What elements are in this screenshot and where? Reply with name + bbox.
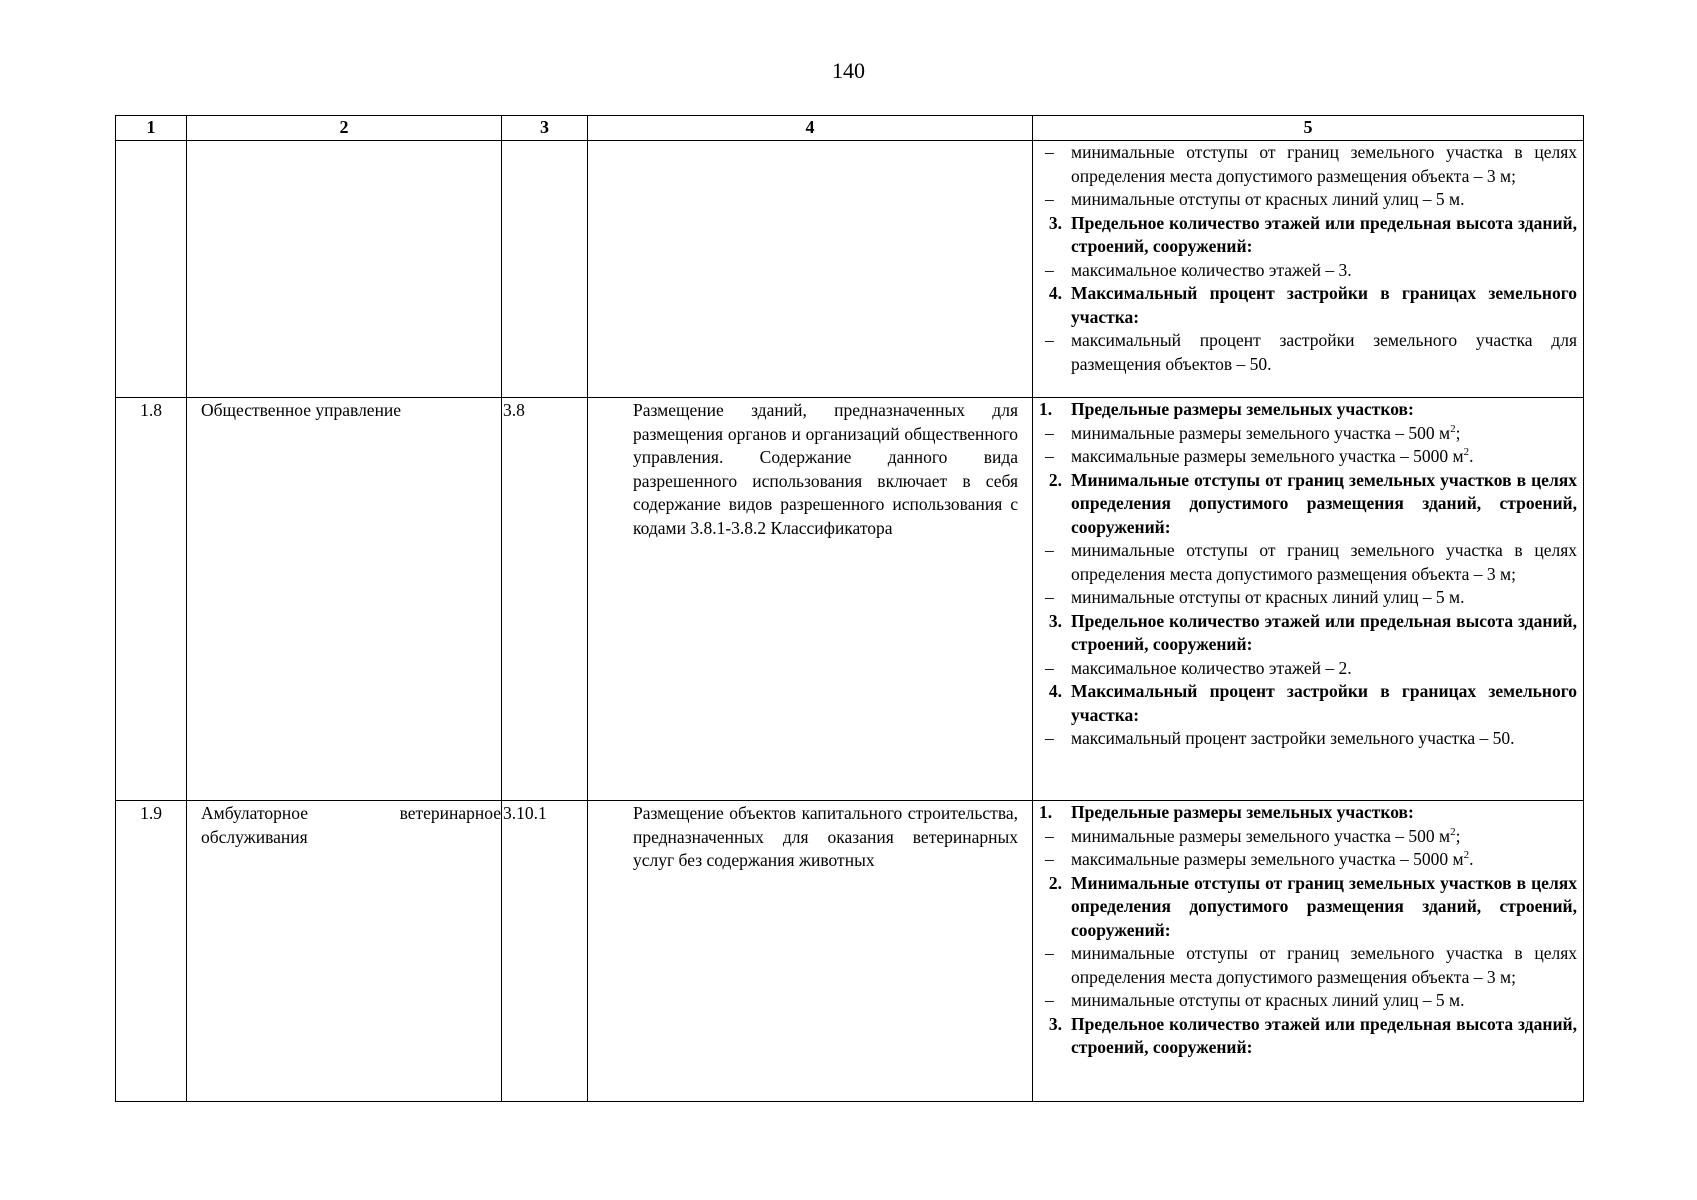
table-row [116, 801, 1584, 1102]
dash-bullet: – [1045, 142, 1054, 162]
parameter-text: Предельные размеры земельных участков: [1071, 802, 1414, 822]
dash-bullet: – [1045, 189, 1054, 209]
dash-bullet: – [1045, 657, 1054, 678]
dash-bullet: – [1045, 587, 1054, 607]
dash-bullet: – [1045, 728, 1054, 748]
parameter-item [1039, 989, 1581, 1013]
parameter-text: Минимальные отступы от границ земельных участков в целях определения допустимого размещения зданий, строений, сооружений: [1071, 469, 1577, 537]
parameter-text: максимальное количество этажей – 2. [1071, 657, 1352, 678]
item-number: 3. [1048, 212, 1062, 233]
use-type-name-word: ветеринарное [399, 803, 501, 823]
table-header-row [116, 116, 1584, 141]
dash-bullet: – [1045, 990, 1054, 1010]
dash-bullet: – [1045, 540, 1054, 560]
parameter-text: минимальные отступы от границ земельного участка в целях определения места допустимого размещения объекта – 3 м; [1071, 142, 1577, 186]
parameter-text: Предельное количество этажей или предельная высота зданий, строений, сооружений: [1071, 1013, 1577, 1057]
parameter-heading [1039, 610, 1581, 657]
table-row [116, 141, 1584, 398]
parameter-heading [1039, 872, 1581, 943]
use-type-name [187, 141, 502, 398]
parameter-item [1039, 422, 1581, 446]
parameter-text: минимальные отступы от границ земельного участка в целях определения места допустимого размещения объекта – 3 м; [1071, 943, 1577, 987]
parameter-heading [1039, 398, 1581, 422]
parameter-text: максимальное количество этажей – 3. [1071, 259, 1352, 280]
use-type-code: 3.8 [502, 398, 588, 801]
item-number: 2. [1048, 469, 1062, 490]
parameter-text: Предельное количество этажей или предельная высота зданий, строений, сооружений: [1071, 212, 1577, 256]
use-type-name-word: Амбулаторное [201, 803, 308, 823]
parameter-heading [1039, 212, 1581, 259]
parameter-item [1039, 942, 1581, 989]
parameter-heading [1039, 1013, 1581, 1060]
parameter-item [1039, 329, 1581, 376]
row-number [116, 141, 187, 398]
parameter-text: Предельное количество этажей или предельная высота зданий, строений, сооружений: [1071, 610, 1577, 654]
table-row [116, 398, 1584, 801]
parameter-item [1039, 141, 1581, 188]
dash-bullet: – [1045, 259, 1054, 280]
item-number: 4. [1048, 681, 1062, 701]
use-type-code [502, 141, 588, 398]
parameters-cell [1033, 398, 1584, 801]
row-number: 1.8 [116, 398, 187, 801]
page-number: 140 [832, 58, 865, 83]
parameter-text: максимальные размеры земельного участка – 5000 $м^2$. [1071, 849, 1474, 869]
parameter-text: максимальный процент застройки земельного участка – 50. [1071, 728, 1515, 748]
parameter-text: Максимальный процент застройки в границах земельного участка: [1071, 283, 1577, 327]
parameter-text: минимальные размеры земельного участка – 500 $м^2$; [1071, 422, 1461, 443]
parameter-text: максимальный процент застройки земельного участка для размещения объектов – 50. [1071, 330, 1577, 374]
parameter-text: минимальные отступы от красных линий улиц – 5 м. [1071, 587, 1465, 607]
parameter-item [1039, 259, 1581, 283]
parameter-text: Предельные размеры земельных участков: [1071, 399, 1414, 419]
item-number: 3. [1048, 610, 1062, 631]
column-header: 3 [502, 116, 588, 141]
parameter-text: минимальные отступы от красных линий улиц – 5 м. [1071, 990, 1465, 1010]
use-type-name [187, 801, 502, 1102]
item-number: 4. [1048, 283, 1062, 303]
regulations-table [115, 115, 1584, 1102]
parameter-item [1039, 445, 1581, 469]
dash-bullet: – [1045, 446, 1054, 466]
parameters-cell [1033, 141, 1584, 398]
parameter-text: минимальные отступы от границ земельного участка в целях определения места допустимого размещения объекта – 3 м; [1071, 540, 1577, 584]
parameter-text: Максимальный процент застройки в границах земельного участка: [1071, 681, 1577, 725]
use-type-code: 3.10.1 [502, 801, 588, 1102]
column-header: 1 [116, 116, 187, 141]
parameter-heading [1039, 680, 1581, 727]
parameter-item [1039, 586, 1581, 610]
item-number: 2. [1048, 872, 1062, 893]
parameter-heading [1039, 801, 1581, 825]
parameter-heading [1039, 282, 1581, 329]
use-type-description: Размещение объектов капитального строительства, предназначенных для оказания ветеринарных услуг без содержания животных [588, 801, 1033, 1102]
parameter-item [1039, 539, 1581, 586]
parameter-item [1039, 657, 1581, 681]
parameter-item [1039, 848, 1581, 872]
parameter-item [1039, 727, 1581, 751]
use-type-description [588, 141, 1033, 398]
dash-bullet: – [1045, 943, 1054, 963]
dash-bullet: – [1045, 849, 1054, 869]
dash-bullet: – [1045, 330, 1054, 350]
item-number: 1. [1039, 399, 1053, 419]
column-header: 5 [1033, 116, 1584, 141]
use-type-name: Общественное управление [187, 398, 502, 801]
parameter-text: минимальные отступы от красных линий улиц – 5 м. [1071, 189, 1465, 209]
row-number: 1.9 [116, 801, 187, 1102]
parameter-text: максимальные размеры земельного участка – 5000 $м^2$. [1071, 446, 1474, 466]
use-type-name-line: обслуживания [201, 826, 308, 847]
parameter-item [1039, 188, 1581, 212]
column-header: 4 [588, 116, 1033, 141]
item-number: 1. [1039, 802, 1053, 822]
parameter-item [1039, 825, 1581, 849]
parameter-text: минимальные размеры земельного участка – 500 $м^2$; [1071, 825, 1461, 846]
item-number: 3. [1048, 1013, 1062, 1034]
dash-bullet: – [1045, 422, 1054, 443]
parameter-text: Минимальные отступы от границ земельных участков в целях определения допустимого размещения зданий, строений, сооружений: [1071, 872, 1577, 940]
parameter-heading [1039, 469, 1581, 540]
use-type-description: Размещение зданий, предназначенных для размещения органов и организаций общественного управления. Содержание данного вида разрешенного использования включает в себя содержание видов разрешенного использования с кодами 3.8.1-3.8.2 Классификатора [588, 398, 1033, 801]
parameters-cell [1033, 801, 1584, 1102]
dash-bullet: – [1045, 825, 1054, 846]
column-header: 2 [187, 116, 502, 141]
